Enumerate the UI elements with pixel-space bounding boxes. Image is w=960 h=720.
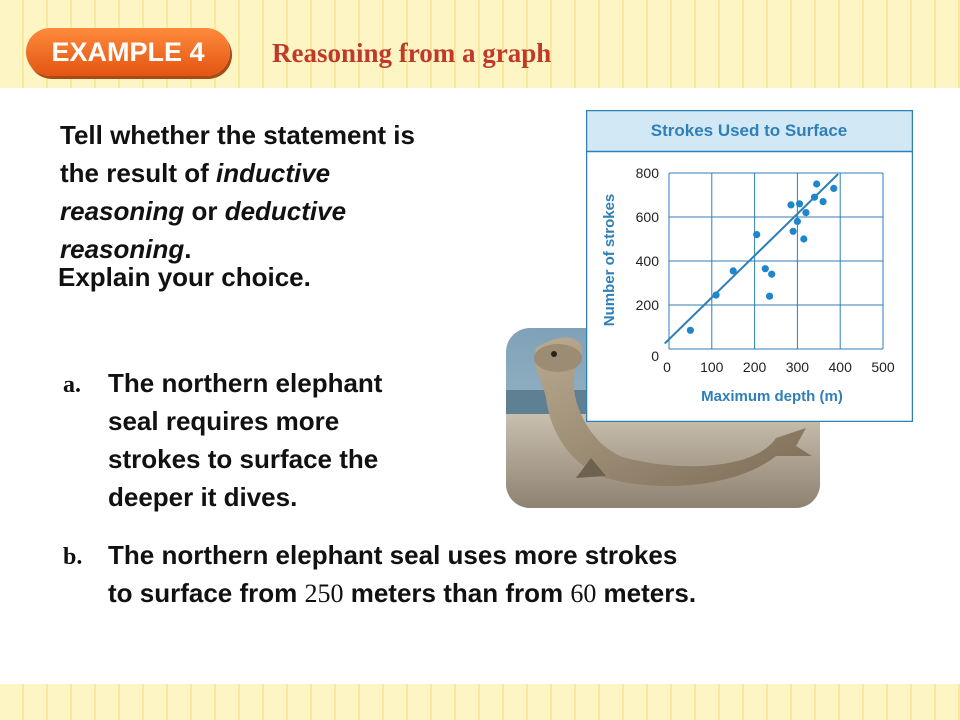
data-point [790,228,797,235]
prompt-line-4-text: . [184,234,192,264]
prompt-emphasis-reasoning-2: reasoning [60,234,185,264]
data-point [794,218,801,225]
chart-svg [586,110,913,422]
x-tick-label: 400 [828,359,852,375]
item-b-line-2 [108,574,696,613]
data-point [730,267,737,274]
explain-instruction: Explain your choice. [58,262,311,292]
x-axis-label: Maximum depth (m) [701,388,843,405]
data-point [766,293,773,300]
item-b-letter: b. [63,544,83,570]
data-point [712,292,719,299]
item-a-line-4: deeper it dives. [108,482,298,512]
page-title: Reasoning from a graph [272,38,552,68]
x-tick-label: 300 [785,359,810,375]
data-point [813,180,820,187]
data-point [787,201,794,208]
item-b-line-2-b: meters than from [343,578,571,608]
item-b-line-2-c: meters. [596,578,697,608]
data-point [830,185,837,192]
prompt-line-3 [60,192,530,230]
prompt-emphasis-reasoning-1: reasoning [60,196,185,226]
item-a-line-3: strokes to surface the [108,444,379,474]
data-point [762,265,769,272]
chart-title: Strokes Used to Surface [650,121,848,140]
example-badge: EXAMPLE 4 [26,28,230,76]
prompt-line-3-text: or [184,196,225,226]
item-a-text [108,364,382,516]
y-tick-label: 800 [635,165,659,181]
y-tick-label: 200 [635,297,659,313]
data-point [753,231,760,238]
item-a-letter: a. [63,372,81,398]
data-point [800,235,807,242]
strokes-chart [586,110,913,422]
prompt-line-1: Tell whether the statement is [60,120,415,150]
y-tick-label: 400 [635,253,659,269]
x-tick-label: 200 [742,359,767,375]
prompt-emphasis-deductive: deductive [224,196,347,226]
item-b-text [108,536,696,613]
item-a-line-1: The northern elephant [108,368,383,398]
data-point [796,200,803,207]
prompt-line-2-text: the result of [60,158,217,188]
y-tick-label: 600 [635,209,659,225]
data-point [687,327,694,334]
item-b-number-60: 60 [570,579,597,608]
y-tick-label: 0 [651,348,659,364]
x-tick-label: 0 [663,359,671,375]
x-tick-label: 500 [871,359,895,375]
item-b-line-1: The northern elephant seal uses more strokes [108,540,678,570]
bottom-decorative-band [0,684,960,720]
x-tick-label: 100 [700,359,724,375]
y-axis-label: Number of strokes [601,193,618,327]
data-point [811,194,818,201]
data-point [802,209,809,216]
prompt-line-2 [60,154,530,192]
item-b-line-2-a: to surface from [108,578,305,608]
prompt-text [60,116,530,268]
data-point [819,198,826,205]
data-point [768,271,775,278]
item-a-line-2: seal requires more [108,406,340,436]
item-b-number-250: 250 [304,579,344,608]
prompt-emphasis-inductive: inductive [216,158,331,188]
